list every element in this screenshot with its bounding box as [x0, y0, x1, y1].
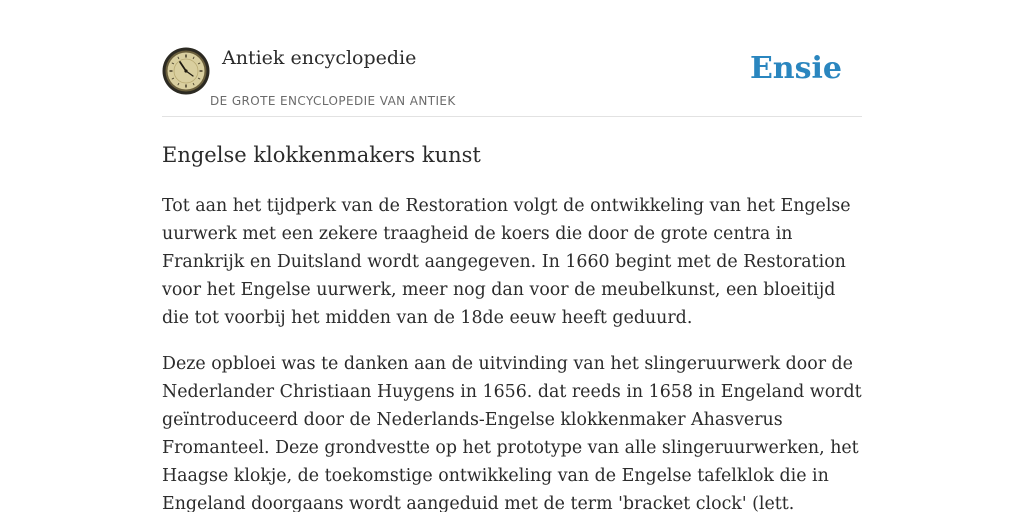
- site-title-link[interactable]: Antiek encyclopedie: [222, 47, 417, 69]
- article-title: Engelse klokkenmakers kunst: [162, 143, 481, 167]
- wall-clock-icon[interactable]: [162, 47, 210, 95]
- article-body: [162, 192, 866, 512]
- ensie-brand-logo[interactable]: Ensie: [749, 51, 842, 86]
- page: [162, 0, 862, 512]
- site-subtitle: DE GROTE ENCYCLOPEDIE VAN ANTIEK: [210, 94, 456, 108]
- article-paragraph: Tot aan het tijdperk van de Restoration volgt de ontwikkeling van het Engelse uurwerk met een zekere traagheid de koers die door de grote centra in Frankrijk en Duitsland wordt aangegeven. In 1660 begint met de Restoration voor het Engelse uurwerk, meer nog dan voor de meubelkunst, een bloeitijd die tot voorbij het midden van de 18de eeuw heeft geduurd.: [162, 196, 851, 328]
- site-header: [162, 0, 862, 117]
- article-paragraph: Deze opbloei was te danken aan de uitvinding van het slingeruurwerk door de Nederlander Christiaan Huygens in 1656. dat reeds in 1658 in Engeland wordt geïntroduceerd door de Nederlands-Engelse klokkenmaker Ahasverus Fromanteel. Deze grondvestte op het prototype van alle slingeruurwerken, het Haagse klokje, de toekomstige ontwikkeling van de Engelse tafelklok die in Engeland doorgaans wordt aangeduid met de term 'bracket clock' (lett.: [162, 354, 862, 512]
